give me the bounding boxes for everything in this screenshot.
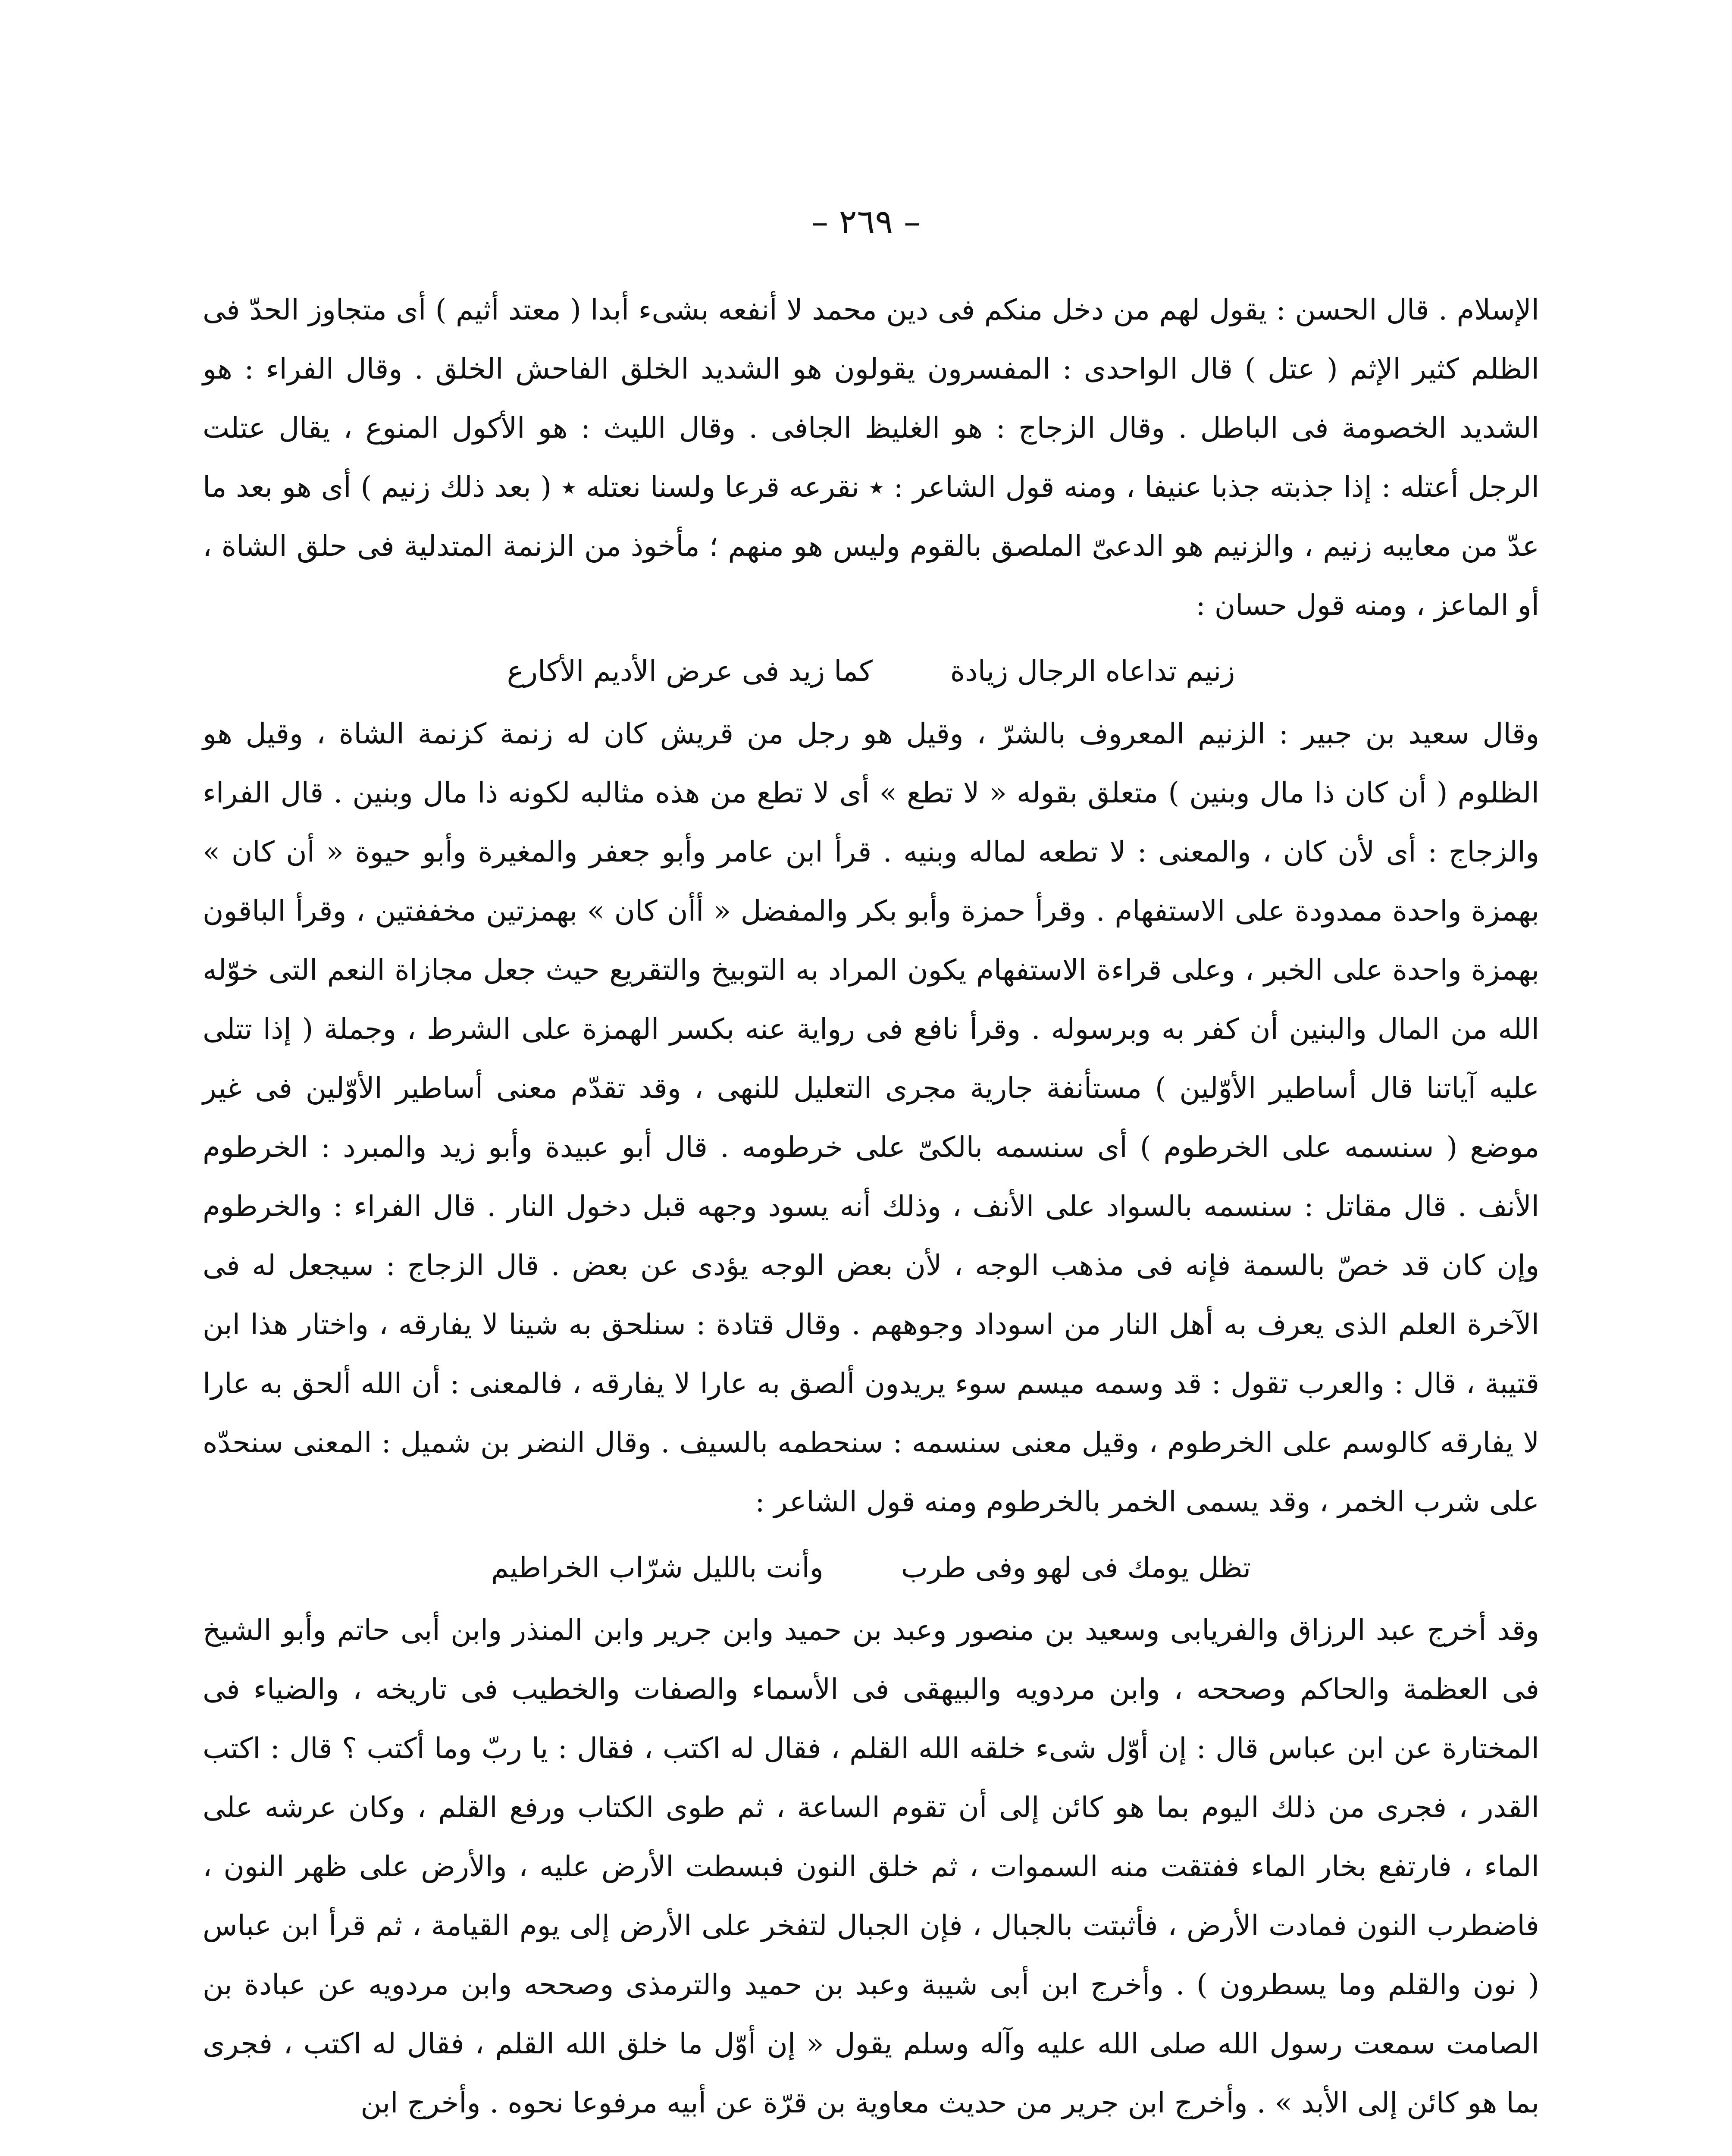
poetry-verse [203, 642, 1539, 701]
page-body [203, 280, 1539, 2132]
verse-first-hemistich: زنيم تداعاه الرجال زيادة [950, 655, 1235, 688]
verse-second-hemistich: وأنت بالليل شرّاب الخراطيم [491, 1551, 824, 1584]
paragraph: وقد أخرج عبد الرزاق والفريابى وسعيد بن منصور وعبد بن حميد وابن جرير وابن المنذر وابن أبى حاتم وأبو الشيخ فى العظمة والحاكم وصححه ، وابن مردويه والبيهقى فى الأسماء والصفات والخطيب فى تاريخه ، والضياء فى المختارة عن ابن عباس قال : إن أوّل شىء خلقه الله القلم ، فقال له اكتب ، فقال : يا ربّ وما أكتب ؟ قال : اكتب القدر ، فجرى من ذلك اليوم بما هو كائن إلى أن تقوم الساعة ، ثم طوى الكتاب ورفع القلم ، وكان عرشه على الماء ، فارتفع بخار الماء ففتقت منه السموات ، ثم خلق النون فبسطت الأرض عليه ، والأرض على ظهر النون ، فاضطرب النون فمادت الأرض ، فأثبتت بالجبال ، فإن الجبال لتفخر على الأرض إلى يوم القيامة ، ثم قرأ ابن عباس ( نون والقلم وما يسطرون ) . وأخرج ابن أبى شيبة وعبد بن حميد والترمذى وصححه وابن مردويه عن عبادة بن الصامت سمعت رسول الله صلى الله عليه وآله وسلم يقول « إن أوّل ما خلق الله القلم ، فقال له اكتب ، فجرى بما هو كائن إلى الأبد » . وأخرج ابن جرير من حديث معاوية بن قرّة عن أبيه مرفوعا نحوه . وأخرج ابن [203, 1614, 1539, 2119]
poetry-verse [203, 1538, 1539, 1597]
page-number: – ٢٦٩ – [811, 203, 921, 241]
verse-first-hemistich: تظل يومك فى لهو وفى طرب [901, 1551, 1251, 1584]
paragraph: وقال سعيد بن جبير : الزنيم المعروف بالشرّ ، وقيل هو رجل من قريش كان له زنمة كزنمة الشاة ، وقيل هو الظلوم ( أن كان ذا مال وبنين ) متعلق بقوله « لا تطع » أى لا تطع من هذه مثالبه لكونه ذا مال وبنين . قال الفراء والزجاج : أى لأن كان ، والمعنى : لا تطعه لماله وبنيه . قرأ ابن عامر وأبو جعفر والمغيرة وأبو حيوة « أن كان » بهمزة واحدة ممدودة على الاستفهام . وقرأ حمزة وأبو بكر والمفضل « أأن كان » بهمزتين مخففتين ، وقرأ الباقون بهمزة واحدة على الخبر ، وعلى قراءة الاستفهام يكون المراد به التوبيخ والتقريع حيث جعل مجازاة النعم التى خوّله الله من المال والبنين أن كفر به وبرسوله . وقرأ نافع فى رواية عنه بكسر الهمزة على الشرط ، وجملة ( إذا تتلى عليه آياتنا قال أساطير الأوّلين ) مستأنفة جارية مجرى التعليل للنهى ، وقد تقدّم معنى أساطير الأوّلين فى غير موضع ( سنسمه على الخرطوم ) أى سنسمه بالكىّ على خرطومه . قال أبو عبيدة وأبو زيد والمبرد : الخرطوم الأنف . قال مقاتل : سنسمه بالسواد على الأنف ، وذلك أنه يسود وجهه قبل دخول النار . قال الفراء : والخرطوم وإن كان قد خصّ بالسمة فإنه فى مذهب الوجه ، لأن بعض الوجه يؤدى عن بعض . قال الزجاج : سيجعل له فى الآخرة العلم الذى يعرف به أهل النار من اسوداد وجوههم . وقال قتادة : سنلحق به شينا لا يفارقه ، واختار هذا ابن قتيبة ، قال : والعرب تقول : قد وسمه ميسم سوء يريدون ألصق به عارا لا يفارقه ، فالمعنى : أن الله ألحق به عارا لا يفارقه كالوسم على الخرطوم ، وقيل معنى سنسمه : سنحطمه بالسيف . وقال النضر بن شميل : المعنى سنحدّه على شرب الخمر ، وقد يسمى الخمر بالخرطوم ومنه قول الشاعر : [203, 717, 1539, 1518]
verse-second-hemistich: كما زيد فى عرض الأديم الأكارع [507, 655, 873, 688]
paragraph: الإسلام . قال الحسن : يقول لهم من دخل منكم فى دين محمد لا أنفعه بشىء أبدا ( معتد أثيم ) أى متجاوز الحدّ فى الظلم كثير الإثم ( عتل ) قال الواحدى : المفسرون يقولون هو الشديد الخلق الفاحش الخلق . وقال الفراء : هو الشديد الخصومة فى الباطل . وقال الزجاج : هو الغليظ الجافى . وقال الليث : هو الأكول المنوع ، يقال عتلت الرجل أعتله : إذا جذبته جذبا عنيفا ، ومنه قول الشاعر : ٭ نقرعه قرعا ولسنا نعتله ٭ ( بعد ذلك زنيم ) أى هو بعد ما عدّ من معايبه زنيم ، والزنيم هو الدعىّ الملصق بالقوم وليس هو منهم ؛ مأخوذ من الزنمة المتدلية فى حلق الشاة ، أو الماعز ، ومنه قول حسان : [203, 293, 1539, 622]
